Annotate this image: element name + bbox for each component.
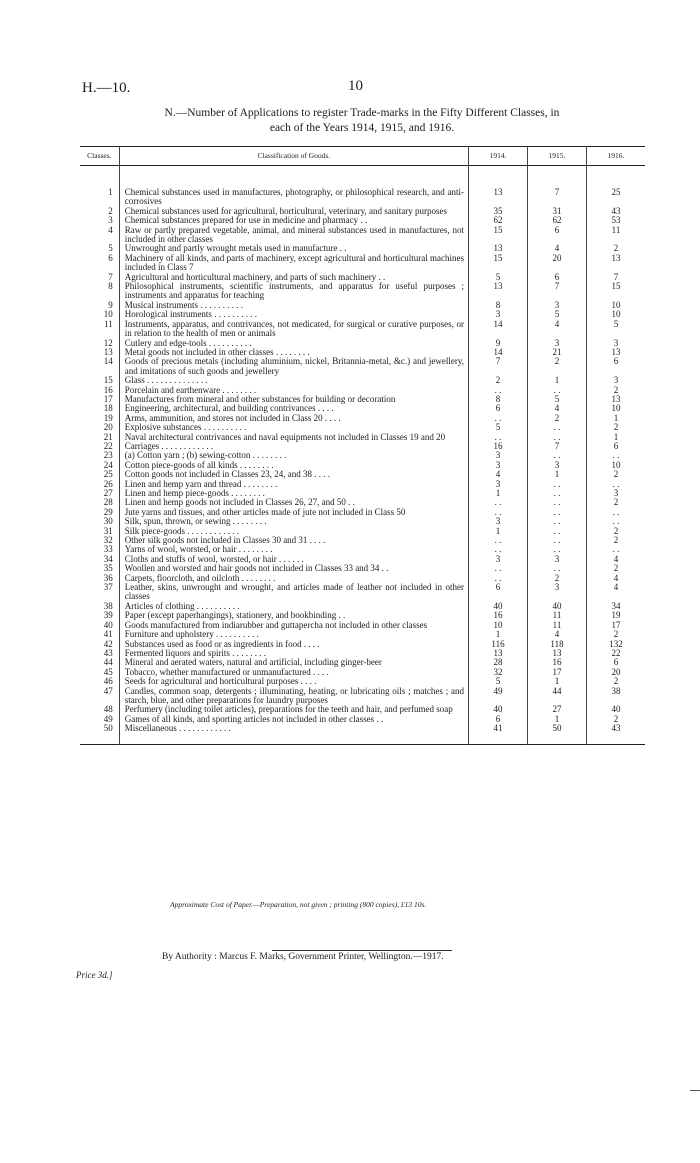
col-header-classification: Classification of Goods.	[119, 147, 468, 166]
count-1914: 3	[495, 309, 501, 320]
count-1916: 4	[586, 574, 645, 583]
count-1915: 2	[528, 574, 587, 583]
classification-of-goods: Horological instruments . . . . . . . . . .	[119, 310, 468, 319]
class-number: 17	[103, 393, 113, 404]
count-1915: 20	[528, 254, 587, 273]
classification-of-goods: Jute yarns and tissues, and other articles made of jute not included in Class 50	[119, 508, 468, 517]
classification-of-goods: Perfumery (including toilet articles), preparations for the teeth and hair, and perfumed soap	[119, 705, 468, 714]
table-row	[80, 357, 645, 376]
count-1915: . .	[528, 423, 587, 432]
count-1915: . .	[528, 508, 587, 517]
count-1914: 16	[493, 610, 503, 621]
count-1914: 6	[495, 582, 501, 593]
count-1916: 4	[586, 583, 645, 602]
count-1914: 15	[493, 252, 503, 263]
count-1914: 49	[493, 685, 503, 696]
classification-of-goods: Metal goods not included in other classes . . . . . . . .	[119, 348, 468, 357]
title-line-2: each of the Years 1914, 1915, and 1916.	[269, 122, 455, 134]
classification-of-goods: Manufactures from mineral and other substances for building or decoration	[119, 395, 468, 404]
count-1915: 50	[528, 724, 587, 744]
classification-of-goods: Furniture and upholstery . . . . . . . . . .	[119, 630, 468, 639]
class-number: 41	[103, 629, 113, 640]
class-number: 22	[103, 440, 113, 451]
count-1914: 5	[495, 271, 501, 282]
count-1915: 21	[528, 348, 587, 357]
count-1916: 25	[586, 188, 645, 207]
col-header-classes: Classes.	[80, 147, 119, 166]
count-1914: 5	[495, 676, 501, 687]
edge-mark	[690, 1090, 700, 1091]
classification-of-goods: Seeds for agricultural and horticultural purposes . . . .	[119, 677, 468, 686]
count-1914: 3	[495, 459, 501, 470]
count-1916: 10	[586, 461, 645, 470]
count-1915: 11	[528, 621, 587, 630]
count-1916: 3	[586, 376, 645, 385]
class-number: 44	[103, 657, 113, 668]
count-1916: 1	[586, 414, 645, 423]
count-1915: . .	[528, 489, 587, 498]
count-1915: 2	[528, 357, 587, 376]
count-1914: 5	[495, 422, 501, 433]
classification-of-goods: Substances used as food or as ingredients in food . . . .	[119, 640, 468, 649]
count-1914: 28	[493, 657, 503, 668]
count-1914: 9	[495, 337, 501, 348]
classification-of-goods: Machinery of all kinds, and parts of machinery, except agricultural and horticultural machines included in Class 7	[119, 254, 468, 273]
class-number: 27	[103, 488, 113, 498]
class-number: 32	[103, 535, 113, 546]
count-1915: 3	[528, 301, 587, 310]
count-1915: . .	[528, 480, 587, 489]
count-1915: 3	[528, 339, 587, 348]
cost-of-paper-note: Approximate Cost of Paper.—Preparation, not given ; printing (800 copies), £13 10s.	[170, 900, 427, 909]
count-1915: 2	[528, 414, 587, 423]
classification-of-goods: Silk, spun, thrown, or sewing . . . . . . . .	[119, 517, 468, 526]
count-1915: . .	[528, 545, 587, 554]
count-1914: . .	[494, 535, 502, 546]
count-1915: . .	[528, 527, 587, 536]
count-1916: 17	[586, 621, 645, 630]
classification-of-goods: Porcelain and earthenware . . . . . . . .	[119, 386, 468, 395]
count-1914: 1	[495, 629, 501, 640]
count-1916: 34	[586, 602, 645, 611]
count-1914: 13	[493, 281, 503, 292]
count-1916: 10	[586, 404, 645, 413]
count-1914: 7	[495, 356, 501, 367]
count-1914: 3	[495, 516, 501, 527]
classification-of-goods: Raw or partly prepared vegetable, animal, and mineral substances used in manufactures, not included in other classes	[119, 226, 468, 245]
class-number: 21	[103, 431, 113, 442]
class-number: 9	[108, 299, 113, 310]
count-1914: 6	[495, 403, 501, 414]
count-1914: 1	[495, 525, 501, 536]
classification-of-goods: Silk piece-goods . . . . . . . . . . . .	[119, 527, 468, 536]
class-number: 30	[103, 516, 113, 527]
count-1914: 41	[493, 723, 503, 734]
title-line-1: N.—Number of Applications to register Trade-marks in the Fifty Different Classes, in	[164, 107, 560, 119]
report-reference: H.—10.	[82, 80, 131, 96]
count-1915: 1	[528, 376, 587, 385]
count-1914: 3	[495, 450, 501, 461]
class-number: 5	[108, 243, 113, 254]
classification-of-goods: Fermented liquors and spirits . . . . . . . .	[119, 649, 468, 658]
count-1915: 7	[528, 282, 587, 301]
class-number: 2	[108, 205, 113, 216]
col-header-1915: 1915.	[528, 147, 587, 166]
class-number: 42	[103, 638, 113, 649]
classification-of-goods: Goods of precious metals (including aluminium, nickel, Britannia-metal, &c.) and jewellery, and imitations of such goods and jewellery	[119, 357, 468, 376]
class-number: 31	[103, 525, 113, 536]
class-number: 46	[103, 676, 113, 687]
class-number: 7	[108, 271, 113, 282]
count-1915: 4	[528, 320, 587, 339]
count-1915: . .	[528, 386, 587, 395]
trade-marks-table	[80, 146, 645, 745]
col-header-1916: 1916.	[586, 147, 645, 166]
count-1915: 3	[528, 461, 587, 470]
count-1914: . .	[494, 572, 502, 583]
count-1915: 4	[528, 630, 587, 639]
count-1914: 4	[495, 469, 501, 480]
count-1916: 2	[586, 630, 645, 639]
classification-of-goods: Other silk goods not included in Classes 30 and 31 . . . .	[119, 536, 468, 545]
count-1915: 40	[528, 602, 587, 611]
classification-of-goods: Linen and hemp yarn and thread . . . . . . . .	[119, 480, 468, 489]
class-number: 1	[108, 187, 113, 197]
class-number: 48	[103, 704, 113, 715]
classification-of-goods: Unwrought and partly wrought metals used in manufacture . .	[119, 244, 468, 253]
table-row	[80, 724, 645, 744]
count-1916: 10	[586, 301, 645, 310]
count-1916: 13	[586, 254, 645, 273]
classification-of-goods: Miscellaneous . . . . . . . . . . . .	[119, 724, 468, 744]
count-1916: 6	[586, 658, 645, 667]
count-1914: . .	[494, 431, 502, 442]
count-1915: 62	[528, 216, 587, 225]
classification-of-goods: Cloths and stuffs of wool, worsted, or hair . . . . . .	[119, 555, 468, 564]
count-1914: . .	[494, 497, 502, 508]
count-1915: 5	[528, 310, 587, 319]
count-1916: 15	[586, 282, 645, 301]
count-1914: 10	[493, 619, 503, 630]
class-number: 14	[103, 356, 113, 367]
class-number: 24	[103, 459, 113, 470]
table-row	[80, 583, 645, 602]
classification-of-goods: Games of all kinds, and sporting articles not included in other classes . .	[119, 715, 468, 724]
footer-rule	[272, 950, 452, 951]
count-1916: 3	[586, 489, 645, 498]
class-number: 49	[103, 713, 113, 724]
count-1915: 3	[528, 555, 587, 564]
count-1916: 5	[586, 320, 645, 339]
classification-of-goods: Carriages . . . . . . . . . . . .	[119, 442, 468, 451]
class-number: 26	[103, 478, 113, 489]
count-1916: 43	[586, 724, 645, 744]
class-number: 6	[108, 252, 113, 263]
count-1916: 40	[586, 705, 645, 714]
count-1914: 15	[493, 224, 503, 235]
count-1916: 2	[586, 715, 645, 724]
count-1914: . .	[494, 506, 502, 517]
count-1915: . .	[528, 433, 587, 442]
class-number: 50	[103, 723, 113, 734]
count-1916: 6	[586, 442, 645, 451]
count-1914: 6	[495, 713, 501, 724]
count-1915: . .	[528, 451, 587, 460]
class-number: 35	[103, 563, 113, 574]
count-1914: 16	[493, 440, 503, 451]
class-number: 37	[103, 582, 113, 593]
count-1915: 1	[528, 470, 587, 479]
class-number: 18	[103, 403, 113, 414]
count-1915: 5	[528, 395, 587, 404]
class-number: 15	[103, 375, 113, 386]
count-1914: 14	[493, 318, 503, 329]
class-number: 29	[103, 506, 113, 517]
class-number: 38	[103, 600, 113, 611]
count-1915: 31	[528, 207, 587, 216]
table-row	[80, 254, 645, 273]
classification-of-goods: Mineral and aerated waters, natural and artificial, including ginger-beer	[119, 658, 468, 667]
class-number: 11	[104, 318, 113, 329]
table-row	[80, 320, 645, 339]
price-note: Price 3d.]	[76, 970, 113, 980]
classification-of-goods: Cutlery and edge-tools . . . . . . . . . .	[119, 339, 468, 348]
count-1916: 2	[586, 244, 645, 253]
count-1916: 11	[586, 226, 645, 245]
count-1915: 118	[528, 640, 587, 649]
count-1916: 2	[586, 564, 645, 573]
count-1914: 40	[493, 704, 503, 715]
classification-of-goods: Yarns of wool, worsted, or hair . . . . . . . .	[119, 545, 468, 554]
count-1914: . .	[494, 544, 502, 555]
count-1916: 2	[586, 498, 645, 507]
count-1916: 10	[586, 310, 645, 319]
count-1916: 132	[586, 640, 645, 649]
classification-of-goods: Instruments, apparatus, and contrivances, not medicated, for surgical or curative purposes, or in relation to the health of men or animals	[119, 320, 468, 339]
classification-of-goods: Cotton piece-goods of all kinds . . . . . . . .	[119, 461, 468, 470]
count-1915: 4	[528, 244, 587, 253]
class-number: 25	[103, 469, 113, 480]
classification-of-goods: Glass . . . . . . . . . . . . . .	[119, 376, 468, 385]
count-1914: 8	[495, 393, 501, 404]
count-1915: 17	[528, 668, 587, 677]
count-1914: . .	[494, 563, 502, 574]
count-1916: 53	[586, 216, 645, 225]
count-1914: 1	[495, 488, 501, 498]
count-1915: . .	[528, 564, 587, 573]
classification-of-goods: Linen and hemp piece-goods . . . . . . . .	[119, 489, 468, 498]
count-1915: 13	[528, 649, 587, 658]
class-number: 10	[103, 309, 113, 320]
count-1915: 11	[528, 611, 587, 620]
count-1914: 2	[495, 375, 501, 386]
count-1914: 116	[491, 638, 505, 649]
count-1916: 20	[586, 668, 645, 677]
count-1916: . .	[586, 545, 645, 554]
class-number: 45	[103, 666, 113, 677]
count-1915: 6	[528, 273, 587, 282]
count-1916: 4	[586, 555, 645, 564]
count-1914: 35	[493, 205, 503, 216]
count-1914: 13	[493, 187, 503, 197]
count-1914: . .	[494, 412, 502, 423]
table-row	[80, 188, 645, 207]
count-1914: 13	[493, 647, 503, 658]
class-number: 33	[103, 544, 113, 555]
class-number: 36	[103, 572, 113, 583]
class-number: 19	[103, 412, 113, 423]
classification-of-goods: Carpets, floorcloth, and oilcloth . . . . . . . .	[119, 574, 468, 583]
class-number: 20	[103, 422, 113, 433]
count-1916: 1	[586, 433, 645, 442]
count-1915: 16	[528, 658, 587, 667]
count-1916: . .	[586, 517, 645, 526]
classification-of-goods: Articles of clothing . . . . . . . . . .	[119, 602, 468, 611]
class-number: 39	[103, 610, 113, 621]
count-1914: 40	[493, 600, 503, 611]
class-number: 16	[103, 384, 113, 395]
count-1915: 7	[528, 188, 587, 207]
count-1914: . .	[494, 384, 502, 395]
classification-of-goods: Musical instruments . . . . . . . . . .	[119, 301, 468, 310]
count-1914: 13	[493, 243, 503, 254]
classification-of-goods: Chemical substances used for agricultural, horticultural, veterinary, and sanitary purposes	[119, 207, 468, 216]
count-1914: 14	[493, 346, 503, 357]
count-1916: 2	[586, 677, 645, 686]
classification-of-goods: Explosive substances . . . . . . . . . .	[119, 423, 468, 432]
count-1914: 8	[495, 299, 501, 310]
count-1916: 13	[586, 395, 645, 404]
count-1916: 2	[586, 470, 645, 479]
class-number: 3	[108, 215, 113, 226]
count-1914: 3	[495, 553, 501, 564]
count-1916: 2	[586, 423, 645, 432]
table-row	[80, 687, 645, 706]
class-number: 28	[103, 497, 113, 508]
count-1915: 7	[528, 442, 587, 451]
classification-of-goods: (a) Cotton yarn ; (b) sewing-cotton . . . . . . . .	[119, 451, 468, 460]
count-1914: 32	[493, 666, 503, 677]
classification-of-goods: Goods manufactured from indiarubber and guttapercha not included in other classes	[119, 621, 468, 630]
classification-of-goods: Philosophical instruments, scientific instruments, and apparatus for useful purposes ; instruments and apparatus for teaching	[119, 282, 468, 301]
class-number: 12	[103, 337, 113, 348]
count-1916: . .	[586, 508, 645, 517]
class-number: 8	[108, 281, 113, 292]
classification-of-goods: Agricultural and horticultural machinery, and parts of such machinery . .	[119, 273, 468, 282]
count-1916: . .	[586, 480, 645, 489]
classification-of-goods: Chemical substances prepared for use in medicine and pharmacy . .	[119, 216, 468, 225]
class-number: 4	[108, 224, 113, 235]
table-row	[80, 226, 645, 245]
classification-of-goods: Candles, common soap, detergents ; illuminating, heating, or lubricating oils ; matches ; and starch, blue, and other preparations for laundry purposes	[119, 687, 468, 706]
count-1916: 38	[586, 687, 645, 706]
count-1915: 3	[528, 583, 587, 602]
count-1916: 22	[586, 649, 645, 658]
class-number: 34	[103, 553, 113, 564]
spacer-row	[80, 166, 645, 189]
classification-of-goods: Chemical substances used in manufactures, photography, or philosophical research, and anti-corrosives	[119, 188, 468, 207]
printer-authority: By Authority : Marcus F. Marks, Government Printer, Wellington.—1917.	[162, 952, 444, 962]
classification-of-goods: Naval architectural contrivances and naval equipments not included in Classes 19 and 20	[119, 433, 468, 442]
count-1915: 1	[528, 677, 587, 686]
count-1915: 44	[528, 687, 587, 706]
classification-of-goods: Paper (except paperhangings), stationery, and bookbinding . .	[119, 611, 468, 620]
count-1915: . .	[528, 517, 587, 526]
count-1915: 1	[528, 715, 587, 724]
classification-of-goods: Leather, skins, unwrought and wrought, and articles made of leather not included in other classes	[119, 583, 468, 602]
count-1914: 62	[493, 215, 503, 226]
page-number: 10	[348, 78, 363, 94]
count-1914: 3	[495, 478, 501, 489]
count-1915: 4	[528, 404, 587, 413]
count-1916: 2	[586, 536, 645, 545]
count-1916: 2	[586, 527, 645, 536]
count-1915: 27	[528, 705, 587, 714]
table-body	[80, 166, 645, 745]
count-1916: 19	[586, 611, 645, 620]
table-title	[82, 106, 642, 136]
classification-of-goods: Woollen and worsted and hair goods not included in Classes 33 and 34 . .	[119, 564, 468, 573]
count-1915: . .	[528, 498, 587, 507]
class-number: 43	[103, 647, 113, 658]
col-header-1914: 1914.	[469, 147, 528, 166]
count-1915: 6	[528, 226, 587, 245]
classification-of-goods: Engineering, architectural, and building contrivances . . . .	[119, 404, 468, 413]
count-1916: 6	[586, 357, 645, 376]
header-row	[80, 147, 645, 166]
count-1916: 13	[586, 348, 645, 357]
class-number: 13	[103, 346, 113, 357]
class-number: 40	[103, 619, 113, 630]
classification-of-goods: Cotton goods not included in Classes 23, 24, and 38 . . . .	[119, 470, 468, 479]
count-1916: 2	[586, 386, 645, 395]
table-row	[80, 282, 645, 301]
classification-of-goods: Tobacco, whether manufactured or unmanufactured . . . .	[119, 668, 468, 677]
count-1916: . .	[586, 451, 645, 460]
class-number: 47	[103, 685, 113, 696]
count-1916: 7	[586, 273, 645, 282]
classification-of-goods: Linen and hemp goods not included in Classes 26, 27, and 50 . .	[119, 498, 468, 507]
class-number: 23	[103, 450, 113, 461]
classification-of-goods: Arms, ammunition, and stores not included in Class 20 . . . .	[119, 414, 468, 423]
count-1916: 43	[586, 207, 645, 216]
count-1915: . .	[528, 536, 587, 545]
count-1916: 3	[586, 339, 645, 348]
